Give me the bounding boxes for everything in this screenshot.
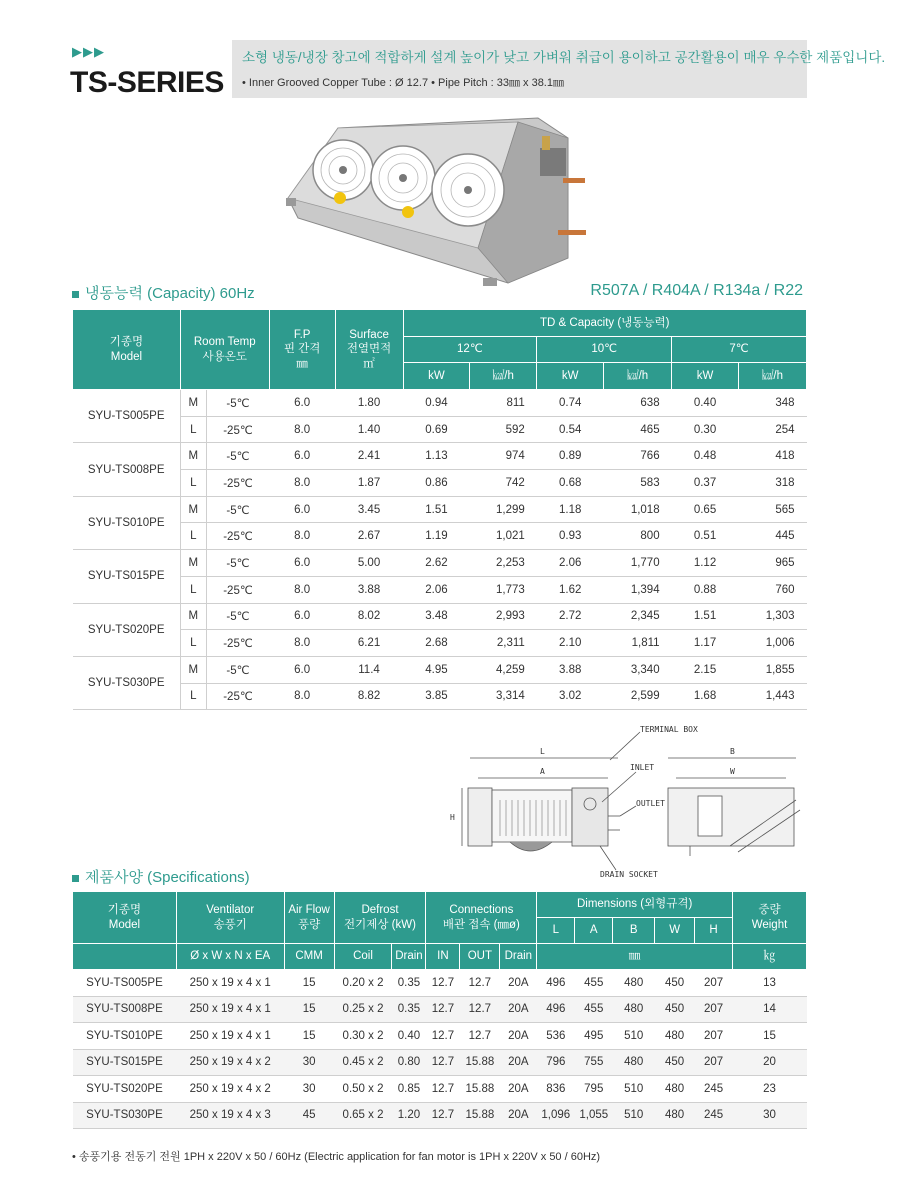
surface-area: 1.87 — [335, 470, 403, 497]
square-bullet-icon — [72, 291, 79, 298]
spec-value: 30 — [733, 1102, 807, 1129]
spec-value: 510 — [613, 1023, 655, 1050]
fin-pitch: 8.0 — [269, 416, 335, 443]
model-name: SYU-TS008PE — [73, 996, 177, 1023]
col-td-7: 7℃ — [672, 337, 807, 363]
col-model-unit — [73, 944, 177, 970]
label-inlet: INLET — [630, 763, 655, 772]
spec-value: 30 — [284, 1076, 334, 1103]
specs-section-title: 제품사양 (Specifications) — [72, 866, 250, 887]
capacity-value: 3,340 — [604, 656, 672, 683]
capacity-value: 1,773 — [470, 576, 537, 603]
spec-value: 12.7 — [460, 1023, 500, 1050]
surface-area: 2.41 — [335, 443, 403, 470]
capacity-value: 965 — [738, 550, 806, 577]
spec-value: 20A — [500, 996, 537, 1023]
spec-value: 796 — [537, 1049, 575, 1076]
col-vent-unit: Ø x W x N x EA — [176, 944, 284, 970]
fin-pitch: 8.0 — [269, 630, 335, 657]
model-name: SYU-TS015PE — [73, 1049, 177, 1076]
capacity-value: 1,303 — [738, 603, 806, 630]
capacity-value: 3.85 — [403, 683, 470, 710]
spec-value: 480 — [655, 1023, 695, 1050]
spec-value: 20A — [500, 1076, 537, 1103]
spec-value: 12.7 — [426, 1076, 460, 1103]
table-row — [73, 603, 807, 630]
spec-value: 15 — [284, 996, 334, 1023]
room-temp: -5℃ — [206, 603, 269, 630]
capacity-value: 1.19 — [403, 523, 470, 550]
surface-area: 6.21 — [335, 630, 403, 657]
spec-value: 0.45 x 2 — [334, 1049, 392, 1076]
temp-class: L — [180, 470, 206, 497]
capacity-value: 3.88 — [537, 656, 604, 683]
fin-pitch: 8.0 — [269, 576, 335, 603]
spec-value: 245 — [695, 1076, 733, 1103]
col-air-flow: Air Flow 풍량 — [284, 892, 334, 944]
capacity-value: 1,021 — [470, 523, 537, 550]
spec-value: 510 — [613, 1102, 655, 1129]
spec-value: 455 — [575, 996, 613, 1023]
spec-value: 12.7 — [426, 996, 460, 1023]
spec-value: 30 — [284, 1049, 334, 1076]
room-temp: -25℃ — [206, 416, 269, 443]
spec-value: 12.7 — [460, 970, 500, 997]
spec-value: 207 — [695, 1049, 733, 1076]
spec-value: 250 x 19 x 4 x 1 — [176, 1023, 284, 1050]
room-temp: -5℃ — [206, 443, 269, 470]
spec-value: 0.30 x 2 — [334, 1023, 392, 1050]
temp-class: M — [180, 390, 206, 417]
capacity-value: 2,253 — [470, 550, 537, 577]
capacity-value: 3.48 — [403, 603, 470, 630]
spec-value: 12.7 — [426, 970, 460, 997]
capacity-value: 974 — [470, 443, 537, 470]
spec-value: 495 — [575, 1023, 613, 1050]
surface-area: 3.88 — [335, 576, 403, 603]
col-kg-unit: ㎏ — [733, 944, 807, 970]
surface-area: 8.82 — [335, 683, 403, 710]
room-temp: -25℃ — [206, 630, 269, 657]
spec-value: 250 x 19 x 4 x 2 — [176, 1049, 284, 1076]
col-model: 기종명 Model — [73, 310, 181, 390]
temp-class: L — [180, 523, 206, 550]
footnote: • 송풍기용 전동기 전원 1PH x 220V x 50 / 60Hz (Electric application for fan motor is 1PH x 220V x 50 / 60Hz) — [72, 1151, 601, 1163]
table-row — [73, 1049, 807, 1076]
capacity-value: 1,394 — [604, 576, 672, 603]
col-surface: Surface 전열면적 ㎡ — [335, 310, 403, 390]
capacity-value: 0.65 — [672, 496, 739, 523]
square-bullet-icon — [72, 875, 79, 882]
spec-value: 450 — [655, 970, 695, 997]
capacity-value: 0.86 — [403, 470, 470, 497]
col-in: IN — [426, 944, 460, 970]
label-A: A — [540, 767, 545, 776]
spec-value: 20A — [500, 970, 537, 997]
temp-class: L — [180, 630, 206, 657]
room-temp: -25℃ — [206, 470, 269, 497]
spec-value: 455 — [575, 970, 613, 997]
fin-pitch: 6.0 — [269, 443, 335, 470]
spec-value: 15 — [284, 1023, 334, 1050]
intro-description: 소형 냉동/냉장 창고에 적합하게 설계 높이가 낮고 가벼워 취급이 용이하고 공간활용이 매우 우수한 제품입니다. — [242, 50, 886, 65]
table-row — [73, 416, 807, 443]
col-ventilator: Ventilator 송풍기 — [176, 892, 284, 944]
model-name: SYU-TS030PE — [73, 1102, 177, 1129]
table-row — [73, 683, 807, 710]
temp-class: L — [180, 416, 206, 443]
surface-area: 2.67 — [335, 523, 403, 550]
capacity-value: 1,855 — [738, 656, 806, 683]
col-fin-pitch: F.P 핀 간격 ㎜ — [269, 310, 335, 390]
spec-value: 20A — [500, 1023, 537, 1050]
model-name: SYU-TS020PE — [73, 603, 181, 656]
col-td-capacity: TD & Capacity (냉동능력) — [403, 310, 807, 337]
room-temp: -5℃ — [206, 390, 269, 417]
fin-pitch: 6.0 — [269, 656, 335, 683]
capacity-value: 2.72 — [537, 603, 604, 630]
capacity-value: 445 — [738, 523, 806, 550]
spec-value: 12.7 — [460, 996, 500, 1023]
capacity-value: 4,259 — [470, 656, 537, 683]
capacity-value: 465 — [604, 416, 672, 443]
capacity-value: 565 — [738, 496, 806, 523]
label-B: B — [730, 747, 735, 756]
model-name: SYU-TS010PE — [73, 1023, 177, 1050]
capacity-value: 1.62 — [537, 576, 604, 603]
capacity-value: 3.02 — [537, 683, 604, 710]
spec-value: 1,096 — [537, 1102, 575, 1129]
capacity-value: 1.13 — [403, 443, 470, 470]
capacity-value: 0.74 — [537, 390, 604, 417]
capacity-value: 0.69 — [403, 416, 470, 443]
spec-value: 510 — [613, 1076, 655, 1103]
spec-value: 450 — [655, 996, 695, 1023]
capacity-value: 1.18 — [537, 496, 604, 523]
spec-value: 0.80 — [392, 1049, 426, 1076]
spec-value: 12.7 — [426, 1023, 460, 1050]
table-row — [73, 656, 807, 683]
capacity-value: 1.68 — [672, 683, 739, 710]
spec-value: 207 — [695, 1023, 733, 1050]
col-model: 기종명 Model — [73, 892, 177, 944]
capacity-table — [72, 309, 807, 710]
capacity-value: 318 — [738, 470, 806, 497]
surface-area: 3.45 — [335, 496, 403, 523]
temp-class: L — [180, 576, 206, 603]
specifications-table — [72, 891, 807, 1129]
col-defrost: Defrost 전기제상 (kW) — [334, 892, 426, 944]
capacity-value: 0.37 — [672, 470, 739, 497]
spec-value: 0.20 x 2 — [334, 970, 392, 997]
fin-pitch: 8.0 — [269, 523, 335, 550]
capacity-value: 1.12 — [672, 550, 739, 577]
col-dim-B: B — [613, 918, 655, 944]
table-row — [73, 1102, 807, 1129]
spec-value: 0.35 — [392, 996, 426, 1023]
surface-area: 1.40 — [335, 416, 403, 443]
table-row — [73, 470, 807, 497]
col-td-10: 10℃ — [537, 337, 672, 363]
spec-value: 795 — [575, 1076, 613, 1103]
spec-value: 15.88 — [460, 1076, 500, 1103]
fin-pitch: 8.0 — [269, 683, 335, 710]
model-name: SYU-TS005PE — [73, 390, 181, 443]
capacity-value: 1,443 — [738, 683, 806, 710]
capacity-value: 0.68 — [537, 470, 604, 497]
col-kw: kW — [537, 363, 604, 390]
label-W: W — [730, 767, 735, 776]
spec-value: 536 — [537, 1023, 575, 1050]
capacity-value: 2,993 — [470, 603, 537, 630]
spec-value: 15 — [733, 1023, 807, 1050]
temp-class: M — [180, 443, 206, 470]
table-row — [73, 390, 807, 417]
room-temp: -25℃ — [206, 576, 269, 603]
capacity-value: 348 — [738, 390, 806, 417]
capacity-value: 0.89 — [537, 443, 604, 470]
fin-pitch: 6.0 — [269, 496, 335, 523]
spec-value: 20A — [500, 1049, 537, 1076]
spec-value: 20A — [500, 1102, 537, 1129]
capacity-value: 1.17 — [672, 630, 739, 657]
spec-value: 480 — [613, 970, 655, 997]
spec-value: 20 — [733, 1049, 807, 1076]
table-row — [73, 1023, 807, 1050]
capacity-value: 592 — [470, 416, 537, 443]
spec-value: 1,055 — [575, 1102, 613, 1129]
col-kcal: ㎉/h — [738, 363, 806, 390]
spec-value: 23 — [733, 1076, 807, 1103]
model-name: SYU-TS020PE — [73, 1076, 177, 1103]
capacity-value: 1,811 — [604, 630, 672, 657]
capacity-section-title: 냉동능력 (Capacity) 60Hz — [72, 282, 255, 303]
spec-value: 13 — [733, 970, 807, 997]
fin-pitch: 6.0 — [269, 550, 335, 577]
capacity-value: 1.51 — [403, 496, 470, 523]
spec-value: 15.88 — [460, 1102, 500, 1129]
model-name: SYU-TS005PE — [73, 970, 177, 997]
col-dim-A: A — [575, 918, 613, 944]
capacity-value: 254 — [738, 416, 806, 443]
model-name: SYU-TS015PE — [73, 550, 181, 603]
spec-value: 250 x 19 x 4 x 1 — [176, 996, 284, 1023]
capacity-value: 0.88 — [672, 576, 739, 603]
spec-value: 0.65 x 2 — [334, 1102, 392, 1129]
series-title: TS-SERIES — [70, 66, 224, 99]
col-cmm-unit: CMM — [284, 944, 334, 970]
model-name: SYU-TS030PE — [73, 656, 181, 709]
label-outlet: OUTLET — [636, 799, 665, 808]
table-row — [73, 550, 807, 577]
surface-area: 1.80 — [335, 390, 403, 417]
spec-value: 755 — [575, 1049, 613, 1076]
capacity-value: 0.93 — [537, 523, 604, 550]
col-dim-L: L — [537, 918, 575, 944]
room-temp: -5℃ — [206, 496, 269, 523]
spec-value: 496 — [537, 970, 575, 997]
room-temp: -25℃ — [206, 683, 269, 710]
col-dimensions: Dimensions (외형규격) — [537, 892, 733, 918]
surface-area: 11.4 — [335, 656, 403, 683]
col-td-12: 12℃ — [403, 337, 537, 363]
surface-area: 5.00 — [335, 550, 403, 577]
capacity-value: 0.48 — [672, 443, 739, 470]
capacity-value: 2.06 — [537, 550, 604, 577]
col-room-temp: Room Temp 사용온도 — [180, 310, 269, 390]
col-coil: Coil — [334, 944, 392, 970]
capacity-value: 2.68 — [403, 630, 470, 657]
room-temp: -25℃ — [206, 523, 269, 550]
temp-class: M — [180, 656, 206, 683]
model-name: SYU-TS008PE — [73, 443, 181, 496]
spec-value: 14 — [733, 996, 807, 1023]
capacity-value: 0.94 — [403, 390, 470, 417]
capacity-value: 811 — [470, 390, 537, 417]
spec-value: 836 — [537, 1076, 575, 1103]
refrigerant-list: R507A / R404A / R134a / R22 — [590, 282, 803, 299]
capacity-value: 760 — [738, 576, 806, 603]
capacity-value: 2.06 — [403, 576, 470, 603]
label-H: H — [450, 813, 455, 822]
col-connections: Connections 배관 접속 (㎜ø) — [426, 892, 537, 944]
room-temp: -5℃ — [206, 656, 269, 683]
capacity-value: 2.62 — [403, 550, 470, 577]
header-arrows: ▶▶▶ — [72, 44, 105, 59]
intro-box — [232, 40, 886, 98]
col-out: OUT — [460, 944, 500, 970]
surface-area: 8.02 — [335, 603, 403, 630]
spec-value: 0.35 — [392, 970, 426, 997]
temp-class: L — [180, 683, 206, 710]
capacity-value: 2.15 — [672, 656, 739, 683]
label-drain-socket: DRAIN SOCKET — [600, 870, 658, 879]
capacity-value: 800 — [604, 523, 672, 550]
spec-value: 250 x 19 x 4 x 1 — [176, 970, 284, 997]
label-terminal-box: TERMINAL BOX — [640, 725, 698, 734]
spec-value: 1.20 — [392, 1102, 426, 1129]
capacity-value: 2,311 — [470, 630, 537, 657]
capacity-value: 0.51 — [672, 523, 739, 550]
spec-value: 0.40 — [392, 1023, 426, 1050]
col-kw: kW — [672, 363, 739, 390]
dimension-diagram — [440, 720, 810, 880]
capacity-value: 1,006 — [738, 630, 806, 657]
spec-value: 250 x 19 x 4 x 2 — [176, 1076, 284, 1103]
capacity-value: 418 — [738, 443, 806, 470]
capacity-value: 1.51 — [672, 603, 739, 630]
label-L: L — [540, 747, 545, 756]
table-row — [73, 523, 807, 550]
spec-value: 0.85 — [392, 1076, 426, 1103]
col-kcal: ㎉/h — [604, 363, 672, 390]
table-row — [73, 630, 807, 657]
table-row — [73, 1076, 807, 1103]
col-kw: kW — [403, 363, 470, 390]
capacity-value: 1,299 — [470, 496, 537, 523]
spec-value: 0.50 x 2 — [334, 1076, 392, 1103]
capacity-value: 3,314 — [470, 683, 537, 710]
capacity-value: 0.30 — [672, 416, 739, 443]
col-dim-W: W — [655, 918, 695, 944]
col-weight: 중량 Weight — [733, 892, 807, 944]
spec-value: 12.7 — [426, 1102, 460, 1129]
spec-value: 15 — [284, 970, 334, 997]
capacity-value: 1,770 — [604, 550, 672, 577]
temp-class: M — [180, 496, 206, 523]
col-dim-H: H — [695, 918, 733, 944]
spec-value: 480 — [613, 1049, 655, 1076]
spec-value: 15.88 — [460, 1049, 500, 1076]
spec-value: 450 — [655, 1049, 695, 1076]
capacity-value: 2.10 — [537, 630, 604, 657]
capacity-value: 638 — [604, 390, 672, 417]
table-row — [73, 970, 807, 997]
capacity-value: 766 — [604, 443, 672, 470]
spec-value: 480 — [613, 996, 655, 1023]
model-name: SYU-TS010PE — [73, 496, 181, 549]
fin-pitch: 6.0 — [269, 603, 335, 630]
intro-tube-spec: • Inner Grooved Copper Tube : Ø 12.7 • Pipe Pitch : 33㎜ x 38.1㎜ — [242, 77, 564, 89]
spec-value: 0.25 x 2 — [334, 996, 392, 1023]
col-conn-drain: Drain — [500, 944, 537, 970]
table-row — [73, 576, 807, 603]
room-temp: -5℃ — [206, 550, 269, 577]
capacity-value: 583 — [604, 470, 672, 497]
spec-value: 12.7 — [426, 1049, 460, 1076]
spec-value: 207 — [695, 996, 733, 1023]
col-mm-unit: ㎜ — [537, 944, 733, 970]
col-kcal: ㎉/h — [470, 363, 537, 390]
capacity-value: 4.95 — [403, 656, 470, 683]
spec-value: 480 — [655, 1076, 695, 1103]
capacity-value: 0.40 — [672, 390, 739, 417]
spec-value: 207 — [695, 970, 733, 997]
spec-value: 496 — [537, 996, 575, 1023]
spec-value: 45 — [284, 1102, 334, 1129]
fin-pitch: 6.0 — [269, 390, 335, 417]
capacity-value: 2,345 — [604, 603, 672, 630]
spec-value: 245 — [695, 1102, 733, 1129]
capacity-value: 1,018 — [604, 496, 672, 523]
capacity-value: 0.54 — [537, 416, 604, 443]
capacity-value: 2,599 — [604, 683, 672, 710]
temp-class: M — [180, 550, 206, 577]
fin-pitch: 8.0 — [269, 470, 335, 497]
col-defrost-drain: Drain — [392, 944, 426, 970]
product-photo — [278, 108, 598, 298]
spec-value: 480 — [655, 1102, 695, 1129]
table-row — [73, 443, 807, 470]
capacity-value: 742 — [470, 470, 537, 497]
table-row — [73, 496, 807, 523]
spec-value: 250 x 19 x 4 x 3 — [176, 1102, 284, 1129]
temp-class: M — [180, 603, 206, 630]
table-row — [73, 996, 807, 1023]
